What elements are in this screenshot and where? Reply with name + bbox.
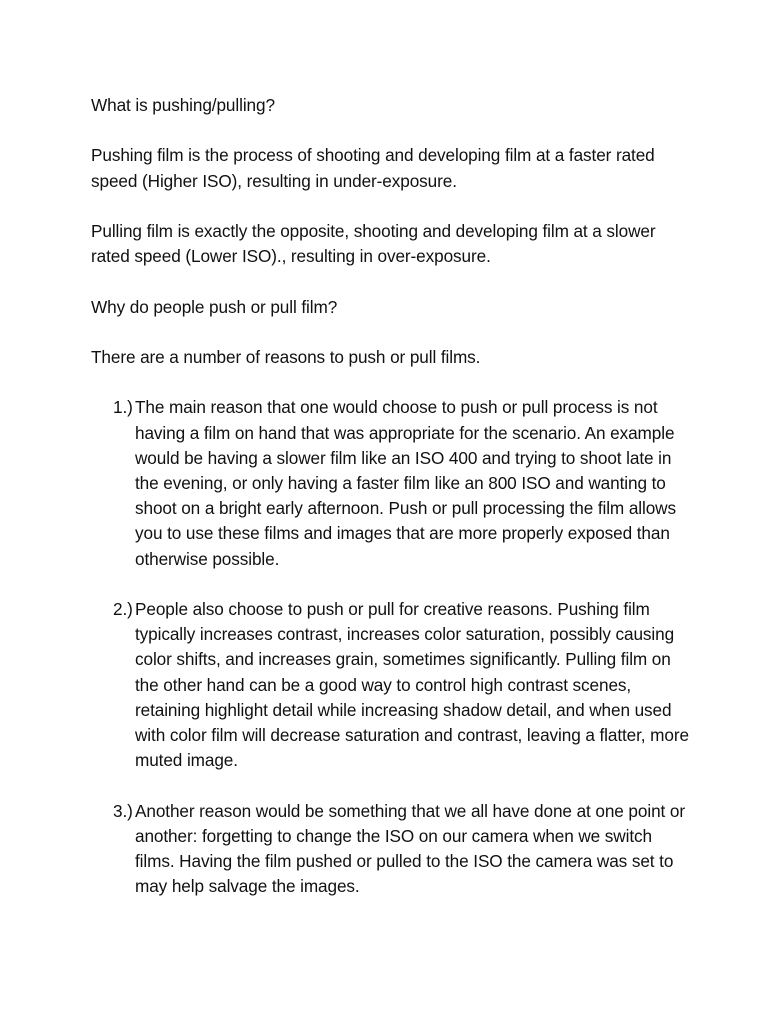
list-item-number: 2.) bbox=[113, 598, 133, 619]
list-spacer bbox=[91, 773, 691, 798]
reasons-list bbox=[91, 395, 691, 899]
reasons-list-item bbox=[91, 799, 691, 900]
paragraph-pulling-definition: Pulling film is exactly the opposite, shooting and developing film at a slower rated speed (Lower ISO)., resulting in over-exposure. bbox=[91, 220, 656, 267]
paragraph-reasons-intro: There are a number of reasons to push or pull films. bbox=[91, 346, 481, 367]
paragraph-spacer bbox=[91, 269, 691, 294]
paragraph-spacer bbox=[91, 320, 691, 345]
paragraph-pushing-definition: Pushing film is the process of shooting and developing film at a faster rated speed (Higher ISO), resulting in under-exposure. bbox=[91, 145, 655, 191]
list-item-number: 3.) bbox=[113, 800, 133, 821]
heading-what-is-pushing-pulling: What is pushing/pulling? bbox=[91, 95, 275, 115]
list-item-text: Another reason would be something that we all have done at one point or another: forgetting to change the ISO on our camera when we switch films. Having the film pushed or pulled to the ISO the camera was set to may help salvage the images. bbox=[135, 800, 685, 897]
heading-why-push-or-pull: Why do people push or pull film? bbox=[91, 296, 338, 317]
reasons-list-item bbox=[91, 395, 691, 571]
reasons-list-item bbox=[91, 597, 691, 773]
document-body bbox=[91, 93, 691, 899]
list-item-text: People also choose to push or pull for creative reasons. Pushing film typically increases contrast, increases color saturation, possibly causing color shifts, and increases grain, sometimes significantly. Pulling film on the other hand can be a good way to control high contrast scenes, retaining highlight detail while increasing shadow detail, and when used with color film will decrease saturation and contrast, leaving a flatter, more muted image. bbox=[135, 598, 689, 771]
paragraph-spacer bbox=[91, 194, 691, 219]
list-item-number: 1.) bbox=[113, 397, 133, 418]
list-spacer bbox=[91, 572, 691, 597]
list-item-text: The main reason that one would choose to push or pull process is not having a film on hand that was appropriate for the scenario. An example would be having a slower film like an ISO 400 and trying to shoot late in the evening, or only having a faster film like an 800 ISO and wanting to shoot on a bright early afternoon. Push or pull processing the film allows you to use these films and images that are more properly exposed than otherwise possible. bbox=[135, 397, 676, 569]
paragraph-spacer bbox=[91, 118, 691, 143]
paragraph-spacer bbox=[91, 370, 691, 395]
